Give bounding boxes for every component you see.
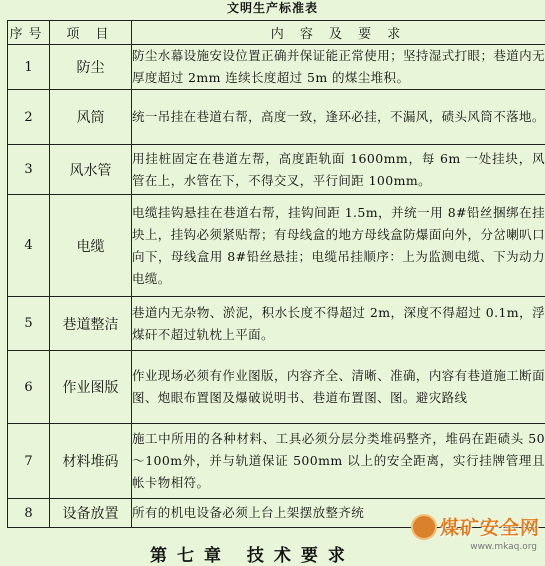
row-num: 4 xyxy=(8,195,50,297)
row-num: 8 xyxy=(8,499,50,528)
row-requirement: 施工中所用的各种材料、工具必须分层分类堆码整齐，堆码在距碛头 50～100m外，并与轨道保证 500mm 以上的安全距离，实行挂牌管理且帐卡物相符。 xyxy=(132,424,545,499)
row-num: 6 xyxy=(8,351,50,424)
row-item: 风水管 xyxy=(50,145,132,195)
table-row xyxy=(8,351,545,424)
row-requirement: 作业现场必须有作业图版，内容齐全、清晰、准确，内容有巷道施工断面图、炮眼布置图及爆破说明书、巷道布置图、图。避灾路线 xyxy=(132,351,545,424)
table-row xyxy=(8,424,545,499)
row-item: 设备放置 xyxy=(50,499,132,528)
table-row xyxy=(8,297,545,351)
next-chapter-heading: 第七章 技术要求 xyxy=(150,541,355,566)
header-req: 内 容 及 要 求 xyxy=(132,21,545,45)
row-num: 3 xyxy=(8,145,50,195)
row-requirement: 防尘水幕设施安设位置正确并保证能正常使用；坚持湿式打眼；巷道内无厚度超过 2mm 连续长度超过 5m 的煤尘堆积。 xyxy=(132,45,545,90)
row-item: 防尘 xyxy=(50,45,132,90)
header-num: 序号 xyxy=(8,21,50,45)
header-row xyxy=(8,21,545,45)
row-requirement: 用挂桩固定在巷道左帮，高度距轨面 1600mm，每 6m 一处挂块，风管在上，水管在下，不得交叉，平行间距 100mm。 xyxy=(132,145,545,195)
row-item: 风筒 xyxy=(50,90,132,145)
row-item: 作业图版 xyxy=(50,351,132,424)
watermark-logo-icon xyxy=(411,514,437,540)
table-title: 文明生产标准表 xyxy=(0,0,545,20)
row-num: 7 xyxy=(8,424,50,499)
watermark-text: 煤矿安全网 xyxy=(440,513,540,540)
table-row xyxy=(8,195,545,297)
header-item: 项 目 xyxy=(50,21,132,45)
table-row xyxy=(8,145,545,195)
watermark-url: www.mkaq.org xyxy=(470,542,537,552)
row-requirement: 所有的机电设备必须上台上架摆放整齐统 xyxy=(132,499,545,528)
row-num: 2 xyxy=(8,90,50,145)
table-row xyxy=(8,45,545,90)
row-item: 巷道整洁 xyxy=(50,297,132,351)
row-item: 电缆 xyxy=(50,195,132,297)
row-requirement: 统一吊挂在巷道右帮，高度一致，逢环必挂，不漏风，碛头风筒不落地。 xyxy=(132,90,545,145)
row-item: 材料堆码 xyxy=(50,424,132,499)
row-num: 1 xyxy=(8,45,50,90)
table-row xyxy=(8,90,545,145)
row-num: 5 xyxy=(8,297,50,351)
standards-table xyxy=(7,20,545,528)
row-requirement: 电缆挂钩悬挂在巷道右帮，挂钩间距 1.5m，并统一用 8#铅丝捆绑在挂块上，挂钩必须紧贴帮；有母线盒的地方母线盒防爆面向外，分岔喇叭口向下，母线盒用 8#铅丝悬挂；电缆吊挂顺序：上为监测电缆、下为动力电缆。 xyxy=(132,195,545,297)
row-requirement: 巷道内无杂物、淤泥，积水长度不得超过 2m，深度不得超过 0.1m，浮煤矸不超过轨枕上平面。 xyxy=(132,297,545,351)
watermark xyxy=(411,513,540,540)
